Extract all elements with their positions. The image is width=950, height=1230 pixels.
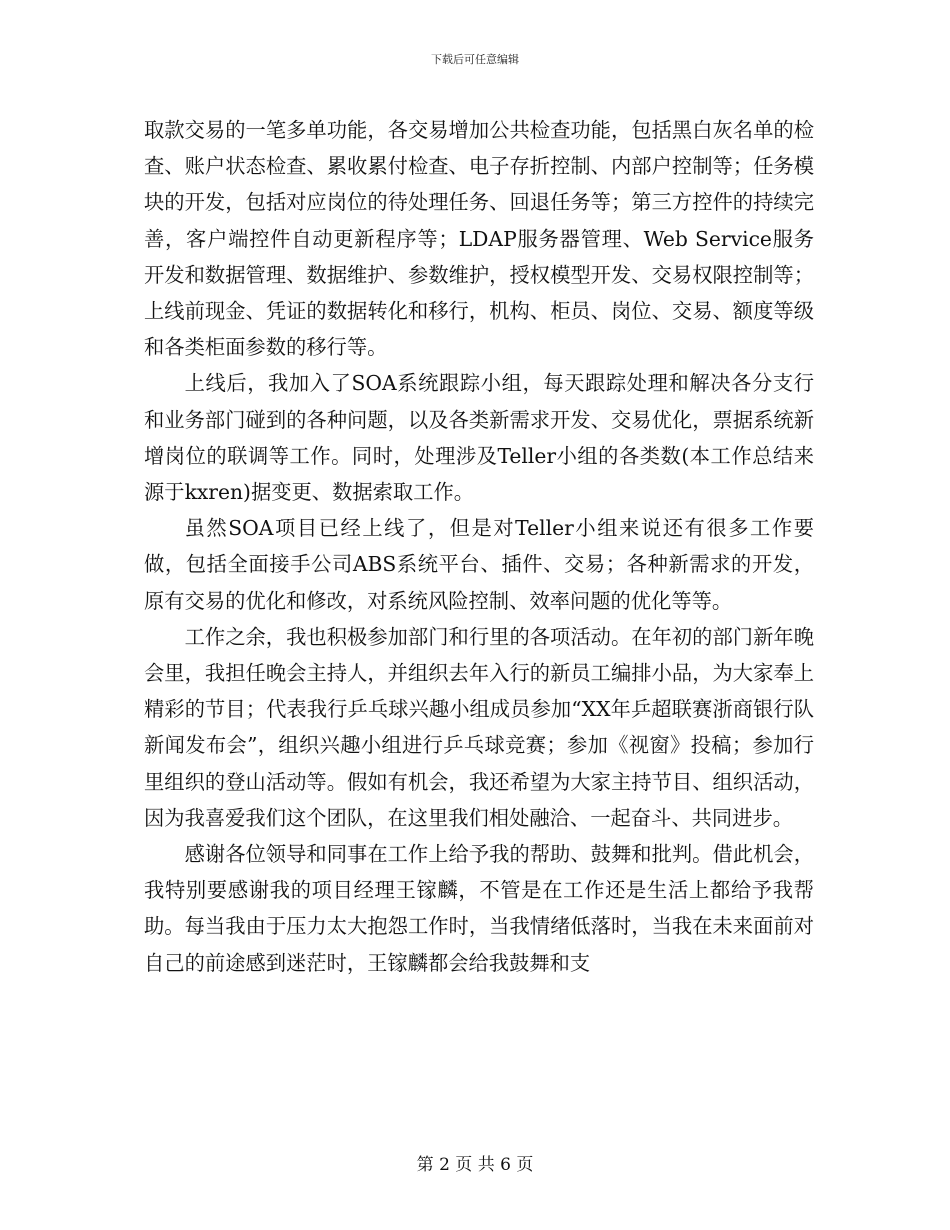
paragraph-5: 感谢各位领导和同事在工作上给予我的帮助、鼓舞和批判。借此机会，我特别要感谢我的项目经理王镓麟，不管是在工作还是生活上都给予我帮助。每当我由于压力太大抱怨工作时，当我情绪低落时，当我在未来面前对自己的前途感到迷茫时，王镓麟都会给我鼓舞和支 [144,842,814,975]
page-number-footer: 第 2 页 共 6 页 [416,1155,534,1175]
document-body [144,112,814,981]
paragraph-4: 工作之余，我也积极参加部门和行里的各项活动。在年初的部门新年晚会里，我担任晚会主持人，并组织去年入行的新员工编排小品，为大家奉上精彩的节目；代表我行乒乓球兴趣小组成员参加“XX年乒超联赛浙商银行队新闻发布会”，组织兴趣小组进行乒乓球竞赛；参加《视窗》投稿；参加行里组织的登山活动等。假如有机会，我还希望为大家主持节目、组织活动，因为我喜爱我们这个团队，在这里我们相处融洽、一起奋斗、共同进步。 [144,624,814,830]
paragraph-3: 虽然SOA项目已经上线了，但是对Teller小组来说还有很多工作要做，包括全面接手公司ABS系统平台、插件、交易；各种新需求的开发，原有交易的优化和修改，对系统风险控制、效率问题的优化等等。 [144,516,814,613]
page-header-note: 下载后可任意编辑 [431,53,519,66]
paragraph-1: 取款交易的一笔多单功能，各交易增加公共检查功能，包括黑白灰名单的检查、账户状态检查、累收累付检查、电子存折控制、内部户控制等；任务模块的开发，包括对应岗位的待处理任务、回退任务等；第三方控件的持续完善，客户端控件自动更新程序等；LDAP服务器管理、Web Service服务开发和数据管理、数据维护、参数维护，授权模型开发、交易权限控制等；上线前现金、凭证的数据转化和移行，机构、柜员、岗位、交易、额度等级和各类柜面参数的移行等。 [144,118,814,360]
paragraph-2: 上线后，我加入了SOA系统跟踪小组，每天跟踪处理和解决各分支行和业务部门碰到的各种问题，以及各类新需求开发、交易优化，票据系统新增岗位的联调等工作。同时，处理涉及Teller小组的各类数(本工作总结来源于kxren)据变更、数据索取工作。 [144,371,814,505]
